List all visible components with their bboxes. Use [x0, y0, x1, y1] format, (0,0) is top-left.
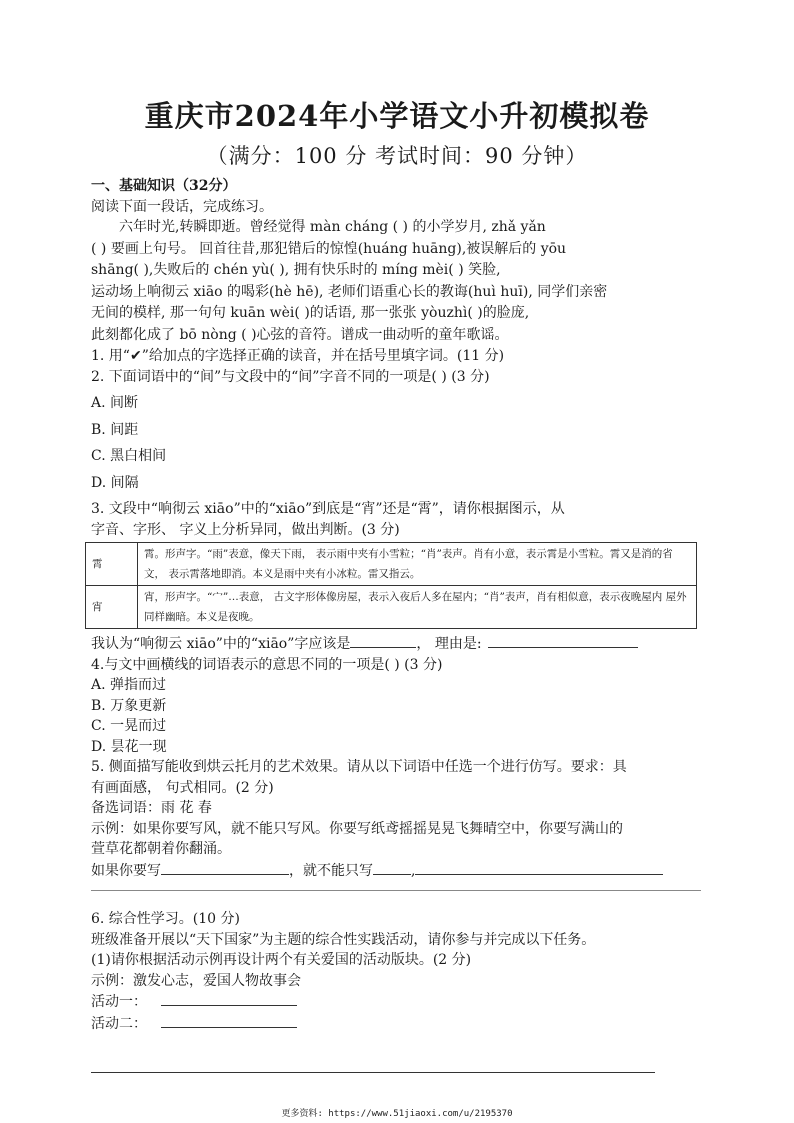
q6-example: 示例：激发心志，爱国人物故事会	[91, 972, 301, 989]
q3-answer-line	[91, 633, 711, 655]
question-6: 6. 综合性学习。(10 分)	[91, 911, 240, 927]
q6-activity-1	[91, 991, 711, 1013]
q5-fill-prefix: 如果你要写	[91, 862, 161, 879]
q2-option-d: D. 间隔	[91, 474, 139, 491]
q3-reason-blank[interactable]	[488, 633, 638, 648]
q5-fill-line	[91, 860, 711, 882]
q4-option-b: B. 万象更新	[91, 697, 167, 714]
activity-2-label: 活动二：	[91, 1015, 147, 1032]
section-intro: 阅读下面一段话，完成练习。	[91, 198, 273, 215]
question-2: 2. 下面词语中的“间”与文段中的“间”字音不同的一项是( ) (3 分)	[91, 368, 490, 385]
q6-intro: 班级准备开展以“天下国家”为主题的综合性实践活动，请你参与并完成以下任务。	[91, 931, 596, 948]
passage-line-1: 六年时光,转瞬即逝。曾经觉得 màn cháng ( ) 的小学岁月, zhǎ yǎn	[119, 219, 546, 235]
q4-option-c: C. 一晃而过	[91, 718, 167, 734]
q5-answer-line[interactable]	[91, 881, 701, 891]
q2-option-c: C. 黑白相间	[91, 448, 167, 464]
question-5-line-1: 5. 侧面描写能收到烘云托月的艺术效果。请从以下词语中任选一个进行仿写。要求：具	[91, 759, 627, 775]
table-row	[86, 543, 697, 586]
table-text-cell: 霄。形声字。“雨”表意，像天下雨， 表示雨中夹有小雪粒；“肖”表声。肖有小意，表示霄是小雪粒。霄又是消的省文， 表示霄落地即消。本义是雨中夹有小冰粒。雷又指云。	[138, 543, 697, 586]
q6-task-1: (1)请你根据活动示例再设计两个有关爱国的活动版块。(2 分)	[91, 952, 472, 968]
q4-option-a: A. 弹指而过	[91, 677, 167, 693]
q2-option-b: B. 间距	[91, 421, 139, 438]
q3-answer-mid: ， 理由是:	[416, 636, 482, 652]
q2-option-a: A. 间断	[91, 395, 139, 411]
reading-passage	[91, 217, 711, 346]
passage-line-6: 此刻都化成了 bō nòng ( )心弦的音符。谱成一曲动听的童年歌谣。	[91, 326, 509, 343]
question-4: 4.与文中画横线的词语表示的意思不同的一项是( ) (3 分)	[91, 656, 443, 673]
character-reference-table	[85, 542, 697, 629]
q5-example-line-2: 萱草花都朝着你翻涌。	[91, 841, 231, 857]
q5-blank-2[interactable]	[373, 860, 411, 875]
q5-blank-3[interactable]	[415, 860, 663, 875]
passage-line-3: shāng( ),失败后的 chén yù( ), 拥有快乐时的 míng mèi( ) 笑脸,	[91, 262, 501, 278]
table-char-cell: 宵	[86, 586, 138, 629]
activity-1-blank[interactable]	[161, 991, 297, 1006]
q5-fill-comma: ,	[411, 862, 416, 879]
section-heading: 一、基础知识（32分）	[91, 178, 237, 194]
table-char-cell: 霄	[86, 543, 138, 586]
q5-example-line-1: 示例：如果你要写风，就不能只写风。你要写纸鸢摇摇晃晃飞舞晴空中，你要写满山的	[91, 820, 623, 837]
q5-fill-mid: ，就不能只写	[289, 862, 373, 879]
passage-line-4: 运动场上响彻云 xiāo 的喝彩(hè hē), 老师们语重心长的教诲(huì huī), 同学们亲密	[91, 283, 608, 300]
q5-blank-1[interactable]	[161, 860, 289, 875]
footer-link[interactable]: 更多资料: https://www.51jiaoxi.com/u/2195370	[281, 1109, 513, 1119]
page-subtitle: （满分：100 分 考试时间：90 分钟）	[206, 144, 588, 168]
activity-2-blank[interactable]	[161, 1013, 297, 1028]
bottom-rule	[91, 1072, 655, 1073]
page-title: 重庆市2024年小学语文小升初模拟卷	[144, 99, 650, 133]
q6-activity-2	[91, 1013, 711, 1035]
question-5-line-2: 有画面感， 句式相同。(2 分)	[91, 779, 274, 796]
table-row	[86, 586, 697, 629]
passage-line-2: ( ) 要画上句号。 回首往昔,那犯错后的惊惶(huáng huāng),被误解后的 yōu	[91, 240, 567, 257]
q3-char-blank[interactable]	[350, 633, 416, 648]
question-3-line-1: 3. 文段中“响彻云 xiāo”中的“xiāo”到底是“宵”还是“霄”，请你根据图示，从	[91, 501, 565, 517]
activity-1-label: 活动一：	[91, 994, 147, 1010]
q3-answer-prefix: 我认为“响彻云 xiāo”中的“xiāo”字应该是	[91, 636, 351, 652]
question-1: 1. 用“✔”给加点的字选择正确的读音，并在括号里填字词。(11 分)	[91, 348, 505, 364]
exam-content	[91, 176, 711, 1034]
q5-words: 备选词语：雨 花 春	[91, 800, 212, 816]
q4-option-d: D. 昙花一现	[91, 738, 167, 755]
passage-line-5: 无间的模样, 那一句句 kuān wèi( )的话语, 那一张张 yòuzhì( )的脸庞,	[91, 305, 530, 321]
question-3-line-2: 字音、字形、 字义上分析异同，做出判断。(3 分)	[91, 521, 400, 538]
table-text-cell: 宵，形声字。“宀”…表意， 古文字形体像房屋，表示入夜后人多在屋内；“肖”表声，肖有相似意，表示夜晚屋内 屋外同样幽暗。本义是夜晚。	[138, 586, 697, 629]
